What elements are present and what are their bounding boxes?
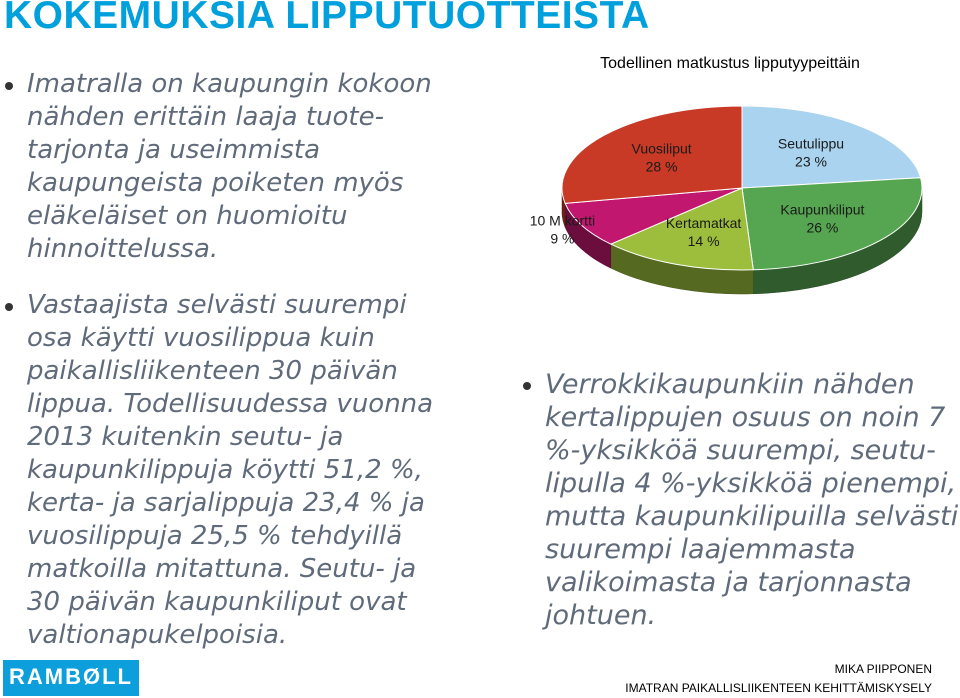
footer-survey: IMATRAN PAIKALLISLIIKENTEEN KEHITTÄMISKYSELY [625, 681, 932, 695]
slice-name-kertamatkat: Kertamatkat [665, 215, 742, 232]
slice-value-10-m-kortti: 9 % [550, 230, 575, 247]
slice-name-10-m-kortti: 10 M kortti [529, 212, 596, 229]
slice-name-vuosiliput: Vuosiliput [631, 140, 692, 157]
bullet-text: Vastaajista selvästi suurempi osa käytti vuosilippua kuin paikallisliikenteen 30 päivän lippua. Todellisuudessa vuonna 2013 kuitenkin seutu- ja kaupunkilippuja köytti 51,2 %, kerta- ja sarjalippuja 23,4 % ja vuosilippuja 25,5 % tehdyillä matkoilla mitattuna. Seutu- ja 30 päivän kaupunkiliput ovat valtionapukelpoisia. [27, 290, 434, 650]
bullet-text: Imatralla on kaupungin kokoon nähden erittäin laaja tuote- tarjonta ja useimmista kaupungeista poiketen myös eläkeläiset on huomioitu hinnoittelussa. [27, 69, 432, 264]
chart-title: Todellinen matkustus lipputyypeittäin [600, 55, 860, 72]
bullet-item [520, 368, 960, 632]
right-bullet-list [520, 368, 960, 632]
footer-author: MIKA PIIPPONEN [834, 662, 932, 676]
page-title: KOKEMUKSIA LIPPUTUOTTEISTA [4, 0, 650, 37]
slice-name-seutulippu: Seutulippu [777, 135, 845, 152]
bullet-dot-icon [523, 382, 531, 390]
ramboll-logo [3, 660, 139, 696]
slice-value-kaupunkiliput: 26 % [806, 219, 839, 236]
slice-value-kertamatkat: 14 % [687, 233, 720, 250]
bullet-text: Verrokkikaupunkiin nähden kertalippujen osuus on noin 7 %-yksikköä suurempi, seutu- lipulla 4 %-yksikköä pienempi, mutta kaupunkilipuilla selvästi suurempi laajemmasta valikoimasta ja tarjonnasta johtuen. [545, 369, 959, 631]
slice-value-vuosiliput: 28 % [645, 158, 678, 175]
slice-name-kaupunkiliput: Kaupunkiliput [780, 201, 865, 218]
slice-value-seutulippu: 23 % [795, 153, 827, 170]
logo-text: RAMBØLL [9, 664, 133, 689]
